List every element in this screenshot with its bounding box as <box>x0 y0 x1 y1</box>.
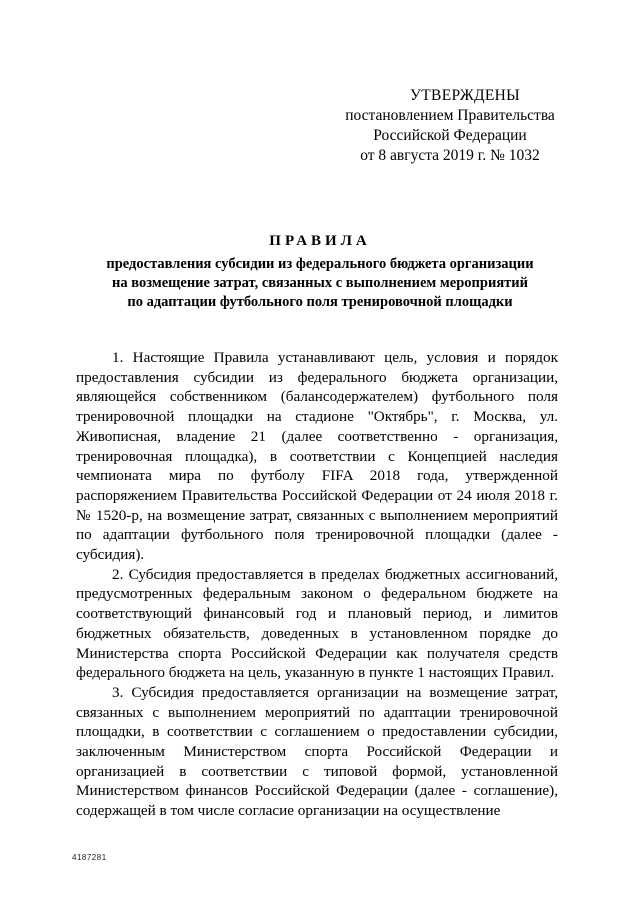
approval-line-3: от 8 августа 2019 г. № 1032 <box>360 147 540 164</box>
approval-heading: УТВЕРЖДЕНЫ <box>410 87 520 104</box>
subtitle-line-3: по адаптации футбольного поля тренировочной площадки <box>127 294 513 310</box>
paragraph-3: 3. Субсидия предоставляется организации на возмещение затрат, связанных с выполнением мероприятий по адаптации тренировочной площадки, в соответствии с соглашением о предоставлении субсидии, заключенным Министерством спорта Российской Федерации и организацией в соответствии с типовой формой, установленной Министерством финансов Российской Федерации (далее - соглашение), содержащей в том числе согласие организации на осуществление <box>76 683 558 820</box>
subtitle-line-2: на возмещение затрат, связанных с выполнением мероприятий <box>112 275 528 291</box>
paragraph-1: 1. Настоящие Правила устанавливают цель, условия и порядок предоставления субсидии из федерального бюджета организации, являющейся собственником (балансодержателем) футбольного поля тренировочной площадки на стадионе "Октябрь", г. Москва, ул. Живописная, владение 21 (далее соответственно - организация, тренировочная площадка), в соответствии с Концепцией наследия чемпионата мира по футболу FIFA 2018 года, утвержденной распоряжением Правительства Российской Федерации от 24 июля 2018 г. № 1520-р, на возмещение затрат, связанных с выполнением мероприятий по адаптации футбольного поля тренировочной площадки (далее - субсидия). <box>76 349 558 564</box>
approval-line-2: Российской Федерации <box>373 127 527 144</box>
document-title-block <box>70 232 570 312</box>
document-title: ПРАВИЛА <box>269 233 371 249</box>
document-code: 4187281 <box>72 853 107 862</box>
subtitle-line-1: предоставления субсидии из федерального бюджета организации <box>106 256 534 272</box>
paragraph-2: 2. Субсидия предоставляется в пределах бюджетных ассигнований, предусмотренных федеральным законом о федеральном бюджете на соответствующий финансовый год и плановый период, и лимитов бюджетных обязательств, доведенных в установленном порядке до Министерства спорта Российской Федерации как получателя средств федерального бюджета на цель, указанную в пункте 1 настоящих Правил. <box>76 565 558 682</box>
document-body <box>76 348 558 821</box>
approval-stamp <box>330 86 570 166</box>
approval-line-1: постановлением Правительства <box>345 107 555 124</box>
